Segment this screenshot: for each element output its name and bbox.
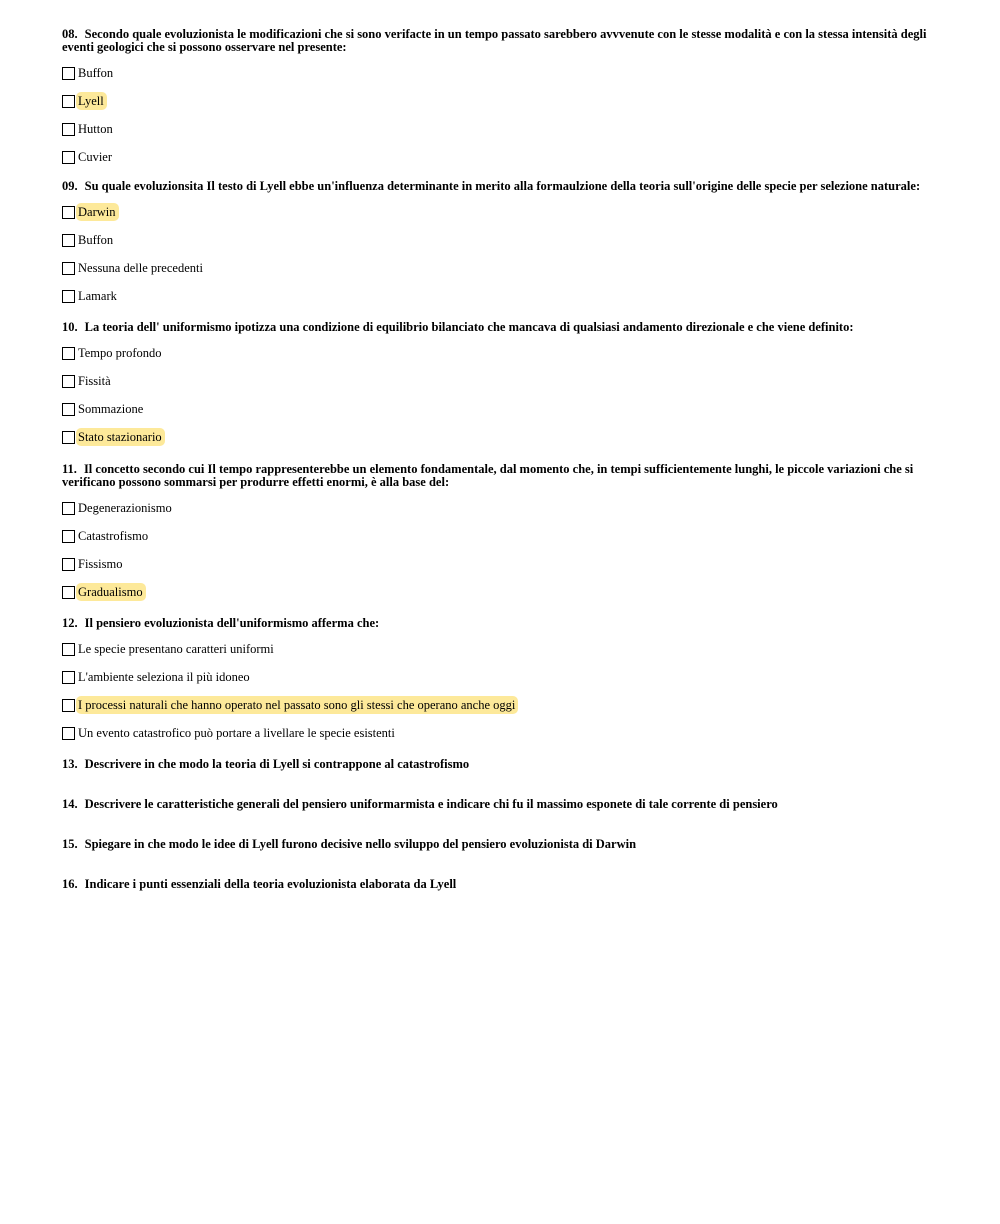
option[interactable]	[62, 65, 942, 81]
question-text	[62, 28, 942, 54]
question-number: 12.	[62, 616, 78, 630]
option[interactable]	[62, 373, 942, 389]
open-question-13	[62, 758, 942, 798]
options-list	[62, 65, 942, 165]
option-label: Sommazione	[78, 402, 144, 416]
question-number: 13.	[62, 757, 78, 771]
checkbox[interactable]	[62, 586, 75, 599]
option-label: Hutton	[78, 122, 113, 136]
option-label-highlighted: Lyell	[78, 94, 104, 108]
option-label: Catastrofismo	[78, 529, 149, 543]
question-number: 11.	[62, 462, 77, 476]
option[interactable]	[62, 429, 942, 445]
open-question-14	[62, 798, 942, 838]
checkbox[interactable]	[62, 151, 75, 164]
question-12	[62, 617, 942, 741]
option[interactable]	[62, 556, 942, 572]
options-list	[62, 500, 942, 600]
option[interactable]	[62, 500, 942, 516]
checkbox[interactable]	[62, 375, 75, 388]
question-08	[62, 28, 942, 165]
question-prompt: Il pensiero evoluzionista dell'uniformismo afferma che:	[84, 616, 380, 630]
option-label: Fissità	[78, 374, 111, 388]
checkbox[interactable]	[62, 558, 75, 571]
checkbox[interactable]	[62, 530, 75, 543]
option[interactable]	[62, 260, 942, 276]
option-label-highlighted: Gradualismo	[78, 585, 143, 599]
checkbox[interactable]	[62, 502, 75, 515]
checkbox[interactable]	[62, 95, 75, 108]
option-label-highlighted: Stato stazionario	[78, 430, 162, 444]
question-text	[62, 617, 942, 630]
option[interactable]	[62, 121, 942, 137]
checkbox[interactable]	[62, 727, 75, 740]
checkbox[interactable]	[62, 123, 75, 136]
option-label-highlighted: I processi naturali che hanno operato nel passato sono gli stessi che operano anche oggi	[78, 698, 516, 712]
option-label: Le specie presentano caratteri uniformi	[78, 642, 274, 656]
question-text	[62, 878, 942, 891]
checkbox[interactable]	[62, 67, 75, 80]
options-list	[62, 641, 942, 741]
open-question-16	[62, 878, 942, 918]
question-text	[62, 321, 942, 334]
option-label: Un evento catastrofico può portare a livellare le specie esistenti	[78, 726, 395, 740]
checkbox[interactable]	[62, 671, 75, 684]
question-prompt: Spiegare in che modo le idee di Lyell furono decisive nello sviluppo del pensiero evoluzionista di Darwin	[84, 837, 637, 851]
question-prompt: La teoria dell' uniformismo ipotizza una condizione di equilibrio bilanciato che mancava di qualsiasi andamento direzionale e che viene definito:	[84, 320, 854, 334]
options-list	[62, 345, 942, 445]
option-label: Nessuna delle precedenti	[78, 261, 203, 275]
option-label: Cuvier	[78, 150, 113, 164]
question-number: 10.	[62, 320, 78, 334]
question-text	[62, 463, 942, 489]
option-label-highlighted: Darwin	[78, 205, 116, 219]
question-text	[62, 180, 942, 193]
option[interactable]	[62, 204, 942, 220]
checkbox[interactable]	[62, 234, 75, 247]
option[interactable]	[62, 584, 942, 600]
option[interactable]	[62, 641, 942, 657]
options-list	[62, 204, 942, 304]
question-text	[62, 758, 942, 771]
option[interactable]	[62, 669, 942, 685]
option[interactable]	[62, 288, 942, 304]
option-label: Degenerazionismo	[78, 501, 172, 515]
question-09	[62, 180, 942, 304]
option-label: L'ambiente seleziona il più idoneo	[78, 670, 250, 684]
question-number: 14.	[62, 797, 78, 811]
question-prompt: Il concetto secondo cui Il tempo rappresenterebbe un elemento fondamentale, dal momento che, in tempi sufficientemente lunghi, le piccole variazioni che si verificano possono sommarsi per produrre effetti enormi, è alla base del:	[62, 462, 914, 489]
question-text	[62, 798, 942, 811]
checkbox[interactable]	[62, 347, 75, 360]
option-label: Tempo profondo	[78, 346, 162, 360]
question-10	[62, 321, 942, 445]
checkbox[interactable]	[62, 699, 75, 712]
checkbox[interactable]	[62, 643, 75, 656]
question-number: 08.	[62, 27, 78, 41]
checkbox[interactable]	[62, 262, 75, 275]
question-prompt: Indicare i punti essenziali della teoria evoluzionista elaborata da Lyell	[84, 877, 457, 891]
checkbox[interactable]	[62, 290, 75, 303]
option-label: Lamark	[78, 289, 117, 303]
option[interactable]	[62, 345, 942, 361]
question-prompt: Descrivere le caratteristiche generali del pensiero uniformarmista e indicare chi fu il massimo esponete di tale corrente di pensiero	[84, 797, 778, 811]
option[interactable]	[62, 528, 942, 544]
option[interactable]	[62, 93, 942, 109]
checkbox[interactable]	[62, 206, 75, 219]
open-question-15	[62, 838, 942, 878]
option[interactable]	[62, 725, 942, 741]
question-11	[62, 463, 942, 600]
checkbox[interactable]	[62, 431, 75, 444]
question-prompt: Descrivere in che modo la teoria di Lyell si contrappone al catastrofismo	[84, 757, 470, 771]
question-number: 15.	[62, 837, 78, 851]
question-text	[62, 838, 942, 851]
option[interactable]	[62, 697, 942, 713]
option[interactable]	[62, 401, 942, 417]
question-prompt: Su quale evoluzionsita Il testo di Lyell ebbe un'influenza determinante in merito alla formaulzione della teoria sull'origine delle specie per selezione naturale:	[84, 179, 921, 193]
quiz-document	[62, 28, 942, 918]
checkbox[interactable]	[62, 403, 75, 416]
option-label: Buffon	[78, 66, 114, 80]
question-number: 09.	[62, 179, 78, 193]
option[interactable]	[62, 149, 942, 165]
question-prompt: Secondo quale evoluzionista le modificazioni che si sono verifacte in un tempo passato sarebbero avvvenute con le stesse modalità e con la stessa intensità degli eventi geologici che si possono osservare nel presente:	[62, 27, 927, 54]
option-label: Fissismo	[78, 557, 123, 571]
option-label: Buffon	[78, 233, 114, 247]
question-number: 16.	[62, 877, 78, 891]
option[interactable]	[62, 232, 942, 248]
